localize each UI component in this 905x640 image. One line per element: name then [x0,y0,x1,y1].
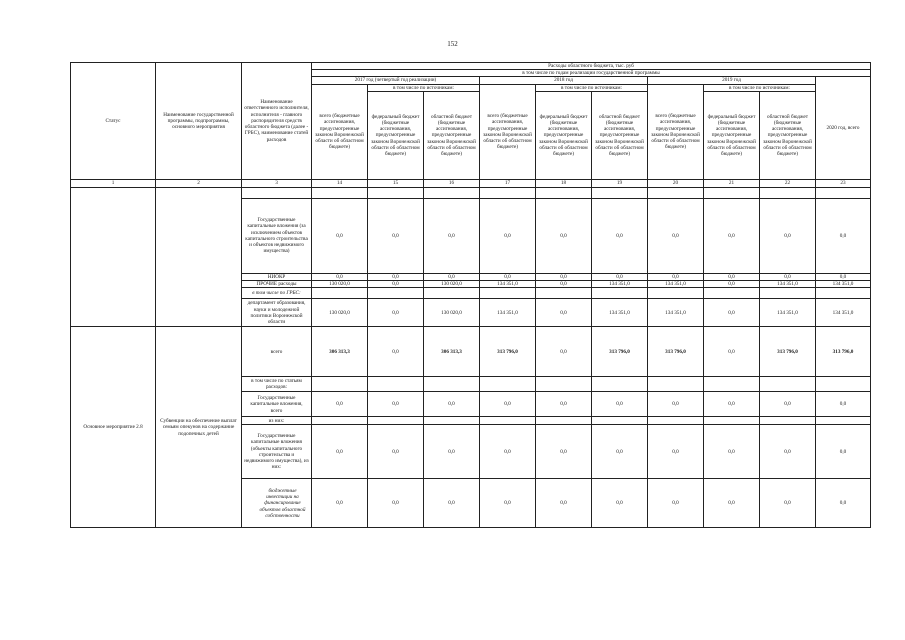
budget-table [70,62,871,528]
value-cell: 0,0 [536,327,592,377]
value-cell: 0,0 [816,392,871,417]
value-cell: 313 796,0 [648,327,704,377]
column-number: 23 [816,179,871,187]
header-2017-federal: федеральный бюджет (бюджетные ассигнования, предусмотренные законом Воронежской области об областном бюджете) [368,91,424,179]
value-cell: 0,0 [816,425,871,479]
status-cell: Основное мероприятие 2.8 [71,327,156,528]
value-cell: 0,0 [704,299,760,327]
column-number: 20 [648,179,704,187]
header-executor: Наименование ответственного исполнителя, исполнителя - главного распорядителя средств областного бюджета (далее - ГРБС), наименование статей расходов [242,63,312,180]
value-cell: 0,0 [368,299,424,327]
value-cell: 0,0 [816,198,871,273]
row-label: всего [242,327,312,377]
value-cell: 0,0 [592,425,648,479]
value-cell: 313 796,0 [816,327,871,377]
value-cell: 0,0 [648,479,704,528]
header-program-name: Наименование государственной программы, подпрограммы, основного мероприятия [156,63,242,180]
value-cell: 0,0 [424,425,480,479]
value-cell: 0,0 [424,392,480,417]
value-cell: 0,0 [368,281,424,288]
value-cell: 134 351,0 [480,281,536,288]
row-label: бюджетные инвестиции на финансирование объектов областной собственности [242,479,312,528]
value-cell: 0,0 [312,392,368,417]
header-year-2019: 2019 год [648,77,816,84]
header-year-2017: 2017 год (четвертый год реализации) [312,77,480,84]
value-cell: 130 020,0 [312,281,368,288]
row-label: в том числе по статьям расходов: [242,377,312,392]
value-cell: 0,0 [480,479,536,528]
column-number: 2 [156,179,242,187]
value-cell: 313 796,0 [760,327,816,377]
value-cell: 0,0 [536,299,592,327]
value-cell: 0,0 [536,198,592,273]
header-year-2018: 2018 год [480,77,648,84]
value-cell: 0,0 [424,273,480,280]
row-label: Государственные капитальные вложения (за исключением объектов капитального строительства и объектов недвижимого имущества) [242,198,312,273]
value-cell: 0,0 [312,198,368,273]
header-expenses: Расходы областного бюджета, тыс. руб [312,63,871,70]
status-cell-empty [71,187,156,326]
column-numbers-row [71,179,871,187]
value-cell: 134 351,0 [592,281,648,288]
value-cell: 0,0 [480,198,536,273]
value-cell: 0,0 [704,273,760,280]
value-cell: 0,0 [760,273,816,280]
value-cell: 0,0 [312,479,368,528]
value-cell: 0,0 [312,425,368,479]
row-label: департамент образования, науки и молодежной политики Воронежской области [242,299,312,327]
value-cell: 0,0 [368,198,424,273]
value-cell: 0,0 [648,273,704,280]
value-cell: 130 020,0 [424,281,480,288]
value-cell: 0,0 [592,479,648,528]
header-2019-total: всего (бюджетные ассигнования, предусмотренные законом Воронежской области об областном бюджете) [648,84,704,179]
value-cell: 0,0 [592,273,648,280]
header-year-2020: 2020 год, всего [816,77,871,179]
value-cell: 0,0 [480,392,536,417]
value-cell: 0,0 [704,198,760,273]
value-cell: 0,0 [424,198,480,273]
row-label: из них: [242,417,312,425]
row-label: в том числе по ГРБС: [242,288,312,299]
value-cell: 0,0 [368,425,424,479]
value-cell: 0,0 [368,479,424,528]
header-by-years: в том числе по годам реализации государственной программы [312,70,871,77]
row-label: НИОКР [242,273,312,280]
value-cell: 0,0 [704,327,760,377]
header-row-expenses [71,63,871,70]
value-cell: 0,0 [536,392,592,417]
value-cell: 0,0 [480,273,536,280]
column-number: 15 [368,179,424,187]
column-number: 1 [71,179,156,187]
column-number: 14 [312,179,368,187]
value-cell: 0,0 [368,327,424,377]
value-cell: 0,0 [816,479,871,528]
page-number: 152 [447,40,458,48]
header-2019-federal: федеральный бюджет (бюджетные ассигнования, предусмотренные законом Воронежской области об областном бюджете) [704,91,760,179]
column-number: 3 [242,179,312,187]
header-2017-regional: областной бюджет (бюджетные ассигнования, предусмотренные законом Воронежской области об областном бюджете) [424,91,480,179]
value-cell: 0,0 [592,392,648,417]
column-number: 18 [536,179,592,187]
value-cell: 0,0 [536,281,592,288]
value-cell: 134 351,0 [480,299,536,327]
value-cell: 0,0 [760,198,816,273]
value-cell: 313 796,0 [480,327,536,377]
value-cell: 0,0 [536,479,592,528]
header-2018-total: всего (бюджетные ассигнования, предусмотренные законом Воронежской области об областном бюджете) [480,84,536,179]
value-cell: 0,0 [312,273,368,280]
value-cell: 0,0 [760,425,816,479]
value-cell: 0,0 [536,425,592,479]
value-cell: 0,0 [648,425,704,479]
continuation-row [71,187,871,198]
value-cell: 0,0 [536,273,592,280]
header-2018-sources: в том числе по источникам: [536,84,648,91]
column-number: 21 [704,179,760,187]
value-cell: 134 351,0 [816,299,871,327]
program-cell-empty [156,187,242,326]
value-cell: 0,0 [480,425,536,479]
value-cell: 134 351,0 [760,281,816,288]
value-cell: 0,0 [424,479,480,528]
value-cell: 306 313,3 [424,327,480,377]
value-cell: 0,0 [648,198,704,273]
header-status: Статус [71,63,156,180]
value-cell: 130 020,0 [424,299,480,327]
header-2017-sources: в том числе по источникам: [368,84,480,91]
value-cell: 0,0 [368,273,424,280]
header-2018-regional: областной бюджет (бюджетные ассигнования, предусмотренные законом Воронежской области об областном бюджете) [592,91,648,179]
column-number: 17 [480,179,536,187]
value-cell: 134 351,0 [648,281,704,288]
value-cell: 0,0 [592,198,648,273]
value-cell: 0,0 [816,273,871,280]
value-cell: 0,0 [760,479,816,528]
value-cell: 0,0 [704,479,760,528]
label-cell-empty [242,187,312,198]
value-cell: 0,0 [704,281,760,288]
value-cell: 130 020,0 [312,299,368,327]
value-cell: 0,0 [368,392,424,417]
value-cell: 0,0 [760,392,816,417]
column-number: 16 [424,179,480,187]
value-cell: 0,0 [704,392,760,417]
value-cell: 313 796,0 [592,327,648,377]
header-2017-total: всего (бюджетные ассигнования, предусмотренные законом Воронежской области об областном бюджете) [312,84,368,179]
header-2019-sources: в том числе по источникам: [704,84,816,91]
value-cell: 306 313,3 [312,327,368,377]
row-label: Государственные капитальные вложения, всего [242,392,312,417]
value-cell: 134 351,0 [816,281,871,288]
table-row-main-event [71,327,871,377]
column-number: 19 [592,179,648,187]
row-label: Государственные капитальные вложения (объекты капитального строительства и недвижимого имущества), из них: [242,425,312,479]
column-number: 22 [760,179,816,187]
value-cell: 0,0 [704,425,760,479]
value-cell: 134 351,0 [760,299,816,327]
value-cell: 134 351,0 [592,299,648,327]
program-cell: Субвенции на обеспечение выплат семьям опекунов на содержание подопечных детей [156,327,242,528]
row-label: ПРОЧИЕ расходы [242,281,312,288]
value-cell: 0,0 [648,392,704,417]
header-2018-federal: федеральный бюджет (бюджетные ассигнования, предусмотренные законом Воронежской области об областном бюджете) [536,91,592,179]
header-2019-regional: областной бюджет (бюджетные ассигнования, предусмотренные законом Воронежской области об областном бюджете) [760,91,816,179]
value-cell: 134 351,0 [648,299,704,327]
